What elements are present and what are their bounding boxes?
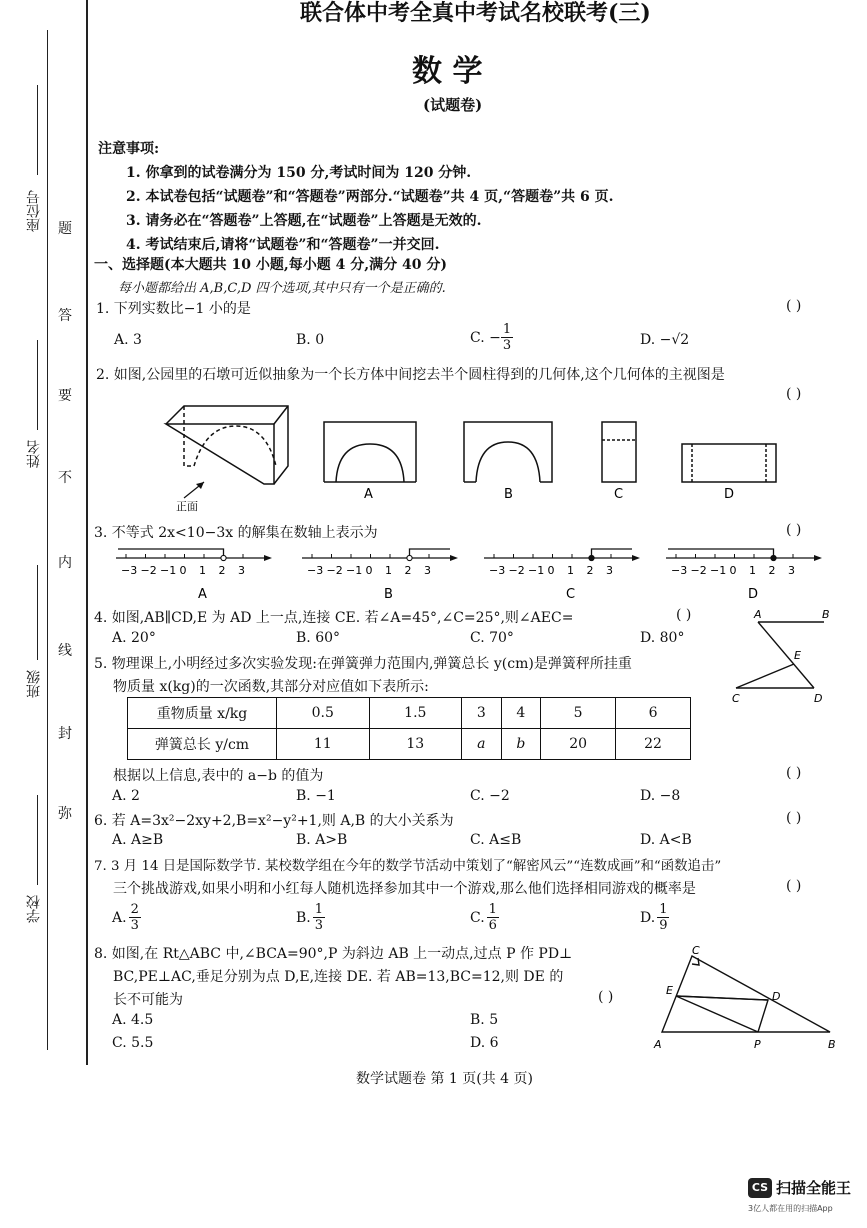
- q5-option-a: A. 2: [112, 788, 140, 804]
- tick-label: −2: [140, 564, 157, 577]
- option-label: C.: [470, 909, 485, 926]
- q8-option-c: C. 5.5: [112, 1035, 154, 1051]
- q7-stem-2: 三个挑战游戏,如果小明和小红每人随机选择参加其中一个游戏,那么他们选择相同游戏的概率是: [113, 881, 696, 897]
- tick-label: 2: [218, 564, 226, 577]
- solution-ray: [592, 549, 633, 558]
- q5-option-c: C. −2: [470, 788, 510, 804]
- q5-stem-2: 物质量 x(kg)的一次函数,其部分对应值如下表所示:: [113, 679, 429, 695]
- tick-label: 1: [749, 564, 756, 577]
- q3-bracket: ( ): [786, 522, 802, 538]
- tick-label: 1: [567, 564, 574, 577]
- table-cell: 11: [277, 729, 370, 760]
- q4-option-a: A. 20°: [112, 630, 156, 646]
- scanner-watermark: [748, 1177, 851, 1198]
- q7-stem-1: 7. 3 月 14 日是国际数学节. 某校数学组在今年的数学节活动中策划了“解密风云”“连数成画”和“函数追击”: [94, 859, 722, 874]
- tick-label: −3: [671, 564, 688, 577]
- endpoint-dot: [771, 555, 776, 560]
- q5-stem-3: 根据以上信息,表中的 a−b 的值为: [113, 768, 324, 784]
- q6-option-a: A. A≥B: [112, 832, 164, 848]
- tick-label: 3: [788, 564, 795, 577]
- seal-char: 内: [58, 555, 72, 571]
- tick-label: −3: [307, 564, 324, 577]
- option-label: C: [566, 587, 576, 602]
- q4-option-c: C. 70°: [470, 630, 514, 646]
- numerator: 1: [314, 902, 324, 917]
- q6-option-d: D. A<B: [640, 832, 692, 848]
- tick-label: 0: [179, 564, 187, 577]
- school-line: [37, 795, 38, 885]
- numerator: 1: [488, 902, 497, 917]
- q5-bracket: ( ): [786, 765, 802, 781]
- tick-label: −2: [690, 564, 707, 577]
- point-label: P: [754, 1038, 761, 1051]
- notice-title: 注意事项:: [98, 141, 160, 157]
- endpoint-dot: [221, 555, 226, 560]
- q2-option-label: B: [504, 487, 513, 502]
- option-label: D: [748, 587, 759, 602]
- option-label: B.: [296, 909, 311, 926]
- q2-stem: 2. 如图,公园里的石墩可近似抽象为一个长方体中间挖去半个圆柱得到的几何体,这个几何体的主视图是: [96, 367, 725, 383]
- q4-stem: 4. 如图,AB∥CD,E 为 AD 上一点,连接 CE. 若∠A=45°,∠C=25°,则∠AEC=: [94, 610, 574, 626]
- top-title: 联合体中考全真中考试名校联考(三): [300, 0, 651, 26]
- table-cell: 1.5: [369, 698, 462, 729]
- tick-label: 0: [547, 564, 555, 577]
- binding-line-right: [86, 0, 88, 1065]
- q2-option-label: A: [364, 487, 373, 502]
- watermark-tagline: 3亿人都在用的扫描App: [748, 1204, 833, 1213]
- tick-label: 3: [424, 564, 431, 577]
- tick-label: −3: [489, 564, 506, 577]
- tick-label: −1: [710, 564, 727, 577]
- table-cell: a: [462, 729, 501, 760]
- notice-item: 4. 考试结束后,请将“试题卷”和“答题卷”一并交回.: [126, 237, 440, 253]
- option-label: D.: [640, 909, 656, 926]
- table-cell: 6: [616, 698, 691, 729]
- notice-item: 2. 本试卷包括“试题卷”和“答题卷”两部分.“试题卷”共 4 页,“答题卷”共 6 页.: [126, 189, 614, 205]
- tick-label: −1: [528, 564, 545, 577]
- tick-label: −1: [346, 564, 363, 577]
- q6-option-b: B. A>B: [296, 832, 348, 848]
- table-cell: 5: [541, 698, 616, 729]
- class-line: [37, 565, 38, 660]
- q8-option-b: B. 5: [470, 1012, 499, 1028]
- point-label: D: [814, 692, 823, 705]
- seal-char: 线: [58, 643, 72, 659]
- fraction: [129, 902, 141, 933]
- table-cell: 0.5: [277, 698, 370, 729]
- point-label: E: [794, 649, 801, 662]
- binding-line-left: [47, 30, 48, 1050]
- fraction: [487, 902, 499, 933]
- q7-option-d: [640, 902, 669, 933]
- q5-stem-1: 5. 物理课上,小明经过多次实验发现:在弹簧弹力范围内,弹簧总长 y(cm)是弹簧秤所挂重: [94, 656, 632, 672]
- q8-stem-3: 长不可能为: [113, 992, 183, 1008]
- seat-line: [37, 85, 38, 175]
- q8-bracket: ( ): [598, 989, 614, 1005]
- table-cell: 13: [369, 729, 462, 760]
- q6-stem: 6. 若 A=3x²−2xy+2,B=x²−y²+1,则 A,B 的大小关系为: [94, 813, 454, 829]
- seal-char: 要: [58, 388, 72, 404]
- q2-option-label: D: [724, 487, 735, 502]
- q8-figure: [650, 942, 846, 1056]
- endpoint-dot: [589, 555, 594, 560]
- page-footer: 数学试题卷 第 1 页(共 4 页): [356, 1071, 533, 1087]
- denominator: 6: [488, 918, 497, 933]
- front-label: 正面: [176, 500, 198, 513]
- paper-type: (试题卷): [423, 96, 483, 114]
- table-cell: 4: [501, 698, 541, 729]
- q1-option-b: B. 0: [296, 332, 325, 348]
- tick-label: 3: [606, 564, 613, 577]
- tick-label: 1: [385, 564, 392, 577]
- q5-option-b: B. −1: [296, 788, 336, 804]
- q4-bracket: ( ): [676, 607, 692, 623]
- number-line: [666, 549, 822, 602]
- seal-char: 答: [58, 308, 72, 324]
- table-row: [128, 729, 691, 760]
- q7-option-a: [112, 902, 141, 933]
- seal-char: 题: [58, 221, 72, 237]
- section-instruction: 每小题都给出 A,B,C,D 四个选项,其中只有一个是正确的.: [118, 281, 446, 296]
- tick-label: −3: [121, 564, 138, 577]
- q1-bracket: ( ): [786, 298, 802, 314]
- option-label: A: [198, 587, 207, 602]
- table-cell: 3: [462, 698, 501, 729]
- cs-logo-icon: CS: [748, 1178, 772, 1198]
- option-label: A.: [112, 909, 127, 926]
- stone-block-3d: [166, 406, 288, 484]
- point-label: A: [654, 1038, 662, 1051]
- brand-name: 扫描全能王: [776, 1179, 852, 1197]
- q7-option-b: [296, 902, 325, 933]
- point-label: B: [828, 1038, 836, 1051]
- q2-view-b: [464, 422, 552, 482]
- solution-ray: [410, 549, 451, 558]
- q2-bracket: ( ): [786, 386, 802, 402]
- tick-label: 0: [729, 564, 737, 577]
- q1-option-a: A. 3: [114, 332, 142, 348]
- seal-char: 弥: [58, 806, 72, 822]
- q4-figure: [724, 606, 834, 710]
- point-label: A: [754, 608, 762, 621]
- q3-stem: 3. 不等式 2x<10−3x 的解集在数轴上表示为: [94, 525, 378, 541]
- table-cell: 22: [616, 729, 691, 760]
- denominator: 3: [130, 918, 139, 933]
- table-row: [128, 698, 691, 729]
- seal-char: 不: [58, 470, 72, 486]
- tick-label: 2: [768, 564, 776, 577]
- tick-label: 0: [365, 564, 373, 577]
- q1-option-c-label: C. −: [470, 329, 501, 346]
- tick-label: 3: [238, 564, 245, 577]
- notice-item: 1. 你拿到的试卷满分为 150 分,考试时间为 120 分钟.: [126, 165, 472, 181]
- tick-label: 2: [404, 564, 412, 577]
- point-label: D: [772, 990, 781, 1003]
- tick-label: 1: [199, 564, 206, 577]
- q1-option-d: D. −√2: [640, 332, 690, 348]
- label-name: 姓名: [26, 440, 42, 468]
- label-class: 班级: [26, 670, 42, 698]
- point-label: E: [666, 984, 673, 997]
- q8-option-a: A. 4.5: [112, 1012, 154, 1028]
- tick-label: −1: [160, 564, 177, 577]
- q8-option-d: D. 6: [470, 1035, 499, 1051]
- section-title: 一、选择题(本大题共 10 小题,每小题 4 分,满分 40 分): [94, 257, 447, 273]
- tick-label: 2: [586, 564, 594, 577]
- point-label: C: [692, 944, 700, 957]
- tick-label: −2: [326, 564, 343, 577]
- q1-stem: 1. 下列实数比−1 小的是: [96, 301, 251, 317]
- q8-stem-1: 8. 如图,在 Rt△ABC 中,∠BCA=90°,P 为斜边 AB 上一动点,过点 P 作 PD⊥: [94, 946, 573, 962]
- solution-ray: [668, 549, 774, 558]
- point-label: B: [822, 608, 830, 621]
- table-cell: 弹簧总长 y/cm: [128, 729, 277, 760]
- point-label: C: [732, 692, 740, 705]
- denominator: 9: [659, 918, 668, 933]
- q7-bracket: ( ): [786, 878, 802, 894]
- endpoint-dot: [407, 555, 412, 560]
- q4-option-d: D. 80°: [640, 630, 685, 646]
- q2-view-d: [682, 444, 776, 482]
- q6-option-c: C. A≤B: [470, 832, 522, 848]
- label-seat: 座位号: [26, 190, 42, 232]
- number-line: [484, 549, 640, 602]
- number-line: [116, 549, 272, 602]
- solution-ray: [118, 549, 224, 558]
- numerator: 1: [659, 902, 668, 917]
- denominator: 3: [314, 918, 324, 933]
- notice-item: 3. 请务必在“答题卷”上答题,在“试题卷”上答题是无效的.: [126, 213, 482, 229]
- q8-stem-2: BC,PE⊥AC,垂足分别为点 D,E,连接 DE. 若 AB=13,BC=12,则 DE 的: [113, 969, 564, 985]
- label-school: 学校: [26, 895, 42, 923]
- option-label: B: [384, 587, 393, 602]
- name-line: [37, 340, 38, 430]
- q5-table: [127, 697, 691, 760]
- subject-title: 数 学: [412, 54, 483, 89]
- numerator: 2: [130, 902, 139, 917]
- q2-option-label: C: [614, 487, 624, 502]
- q1-option-c: [470, 322, 513, 353]
- fraction: [313, 902, 325, 933]
- numerator: 1: [502, 322, 512, 337]
- q3-number-lines: [110, 540, 840, 604]
- fraction: [657, 902, 669, 933]
- fraction: [501, 322, 513, 353]
- q6-bracket: ( ): [786, 810, 802, 826]
- table-cell: 重物质量 x/kg: [128, 698, 277, 729]
- tick-label: −2: [508, 564, 525, 577]
- q7-option-c: [470, 902, 499, 933]
- number-line: [302, 549, 458, 602]
- q5-option-d: D. −8: [640, 788, 681, 804]
- table-cell: b: [501, 729, 541, 760]
- q2-view-a: [324, 422, 416, 482]
- table-cell: 20: [541, 729, 616, 760]
- q2-view-c: [602, 422, 636, 482]
- seal-char: 封: [58, 726, 72, 742]
- denominator: 3: [502, 338, 512, 353]
- q2-figure: [150, 402, 790, 514]
- q4-option-b: B. 60°: [296, 630, 341, 646]
